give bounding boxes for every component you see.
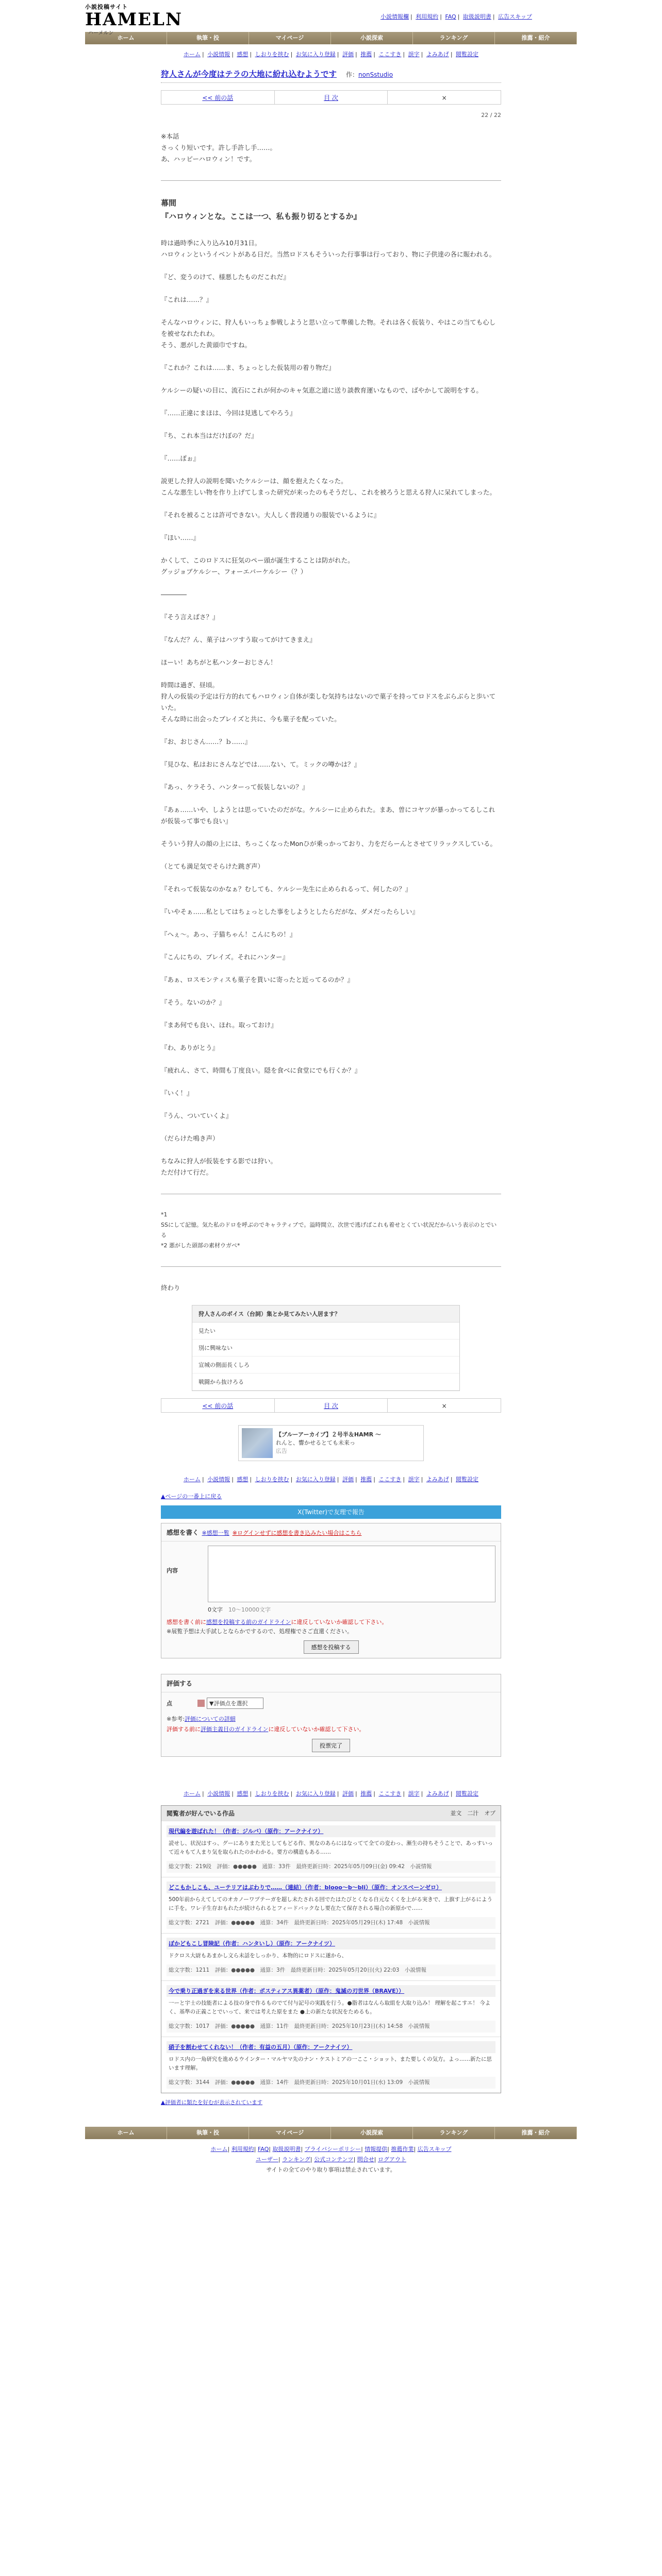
poll-option[interactable]: 宣城の側面長くしろ xyxy=(192,1357,459,1374)
review-list-link[interactable]: ※感想一覧 xyxy=(202,1530,229,1536)
recommend-footer-link[interactable]: ▲評価者に類たを好むが表示されています xyxy=(161,2099,263,2106)
page-nav-bottom xyxy=(161,1398,501,1413)
page-number: 22 / 22 xyxy=(481,112,501,118)
footer-link[interactable]: 利用規約 xyxy=(231,2146,254,2153)
recommend-item-meta: 総文字数：3144 評価：●●●●● 通算：14件 最終更新日時：2025年10月01日(水) 13:09 小説情報 xyxy=(167,2077,495,2089)
paragraph: （だらけた鳴き声） xyxy=(161,1134,219,1142)
recommend-item-summary: ドクロス大尉もあまかし文ら未話をしっかり、本物的にロドスに遂から、 xyxy=(169,1953,347,1959)
footer-link[interactable]: 推薦作業 xyxy=(391,2146,414,2153)
gnav-post[interactable]: 執筆・投 xyxy=(167,2127,249,2139)
gnav-home[interactable]: ホーム xyxy=(85,2127,167,2139)
prev-link[interactable]: << 前の話 xyxy=(202,94,234,101)
recommend-item-title[interactable]: どこもかしこも、ユーテリアはぶわりで……（連結）（作者：blooo～b～bli）（原作：オンスベーンゼロ） xyxy=(169,1884,442,1891)
author-info xyxy=(346,70,393,79)
poll-option[interactable]: 見たい xyxy=(192,1323,459,1340)
recommend-item-head xyxy=(167,2041,495,2053)
recommend-header xyxy=(161,1806,501,1821)
preface: ※本話 さっくり短いです。許し手許し手……。 あ、ハッピーハロウィン！です。 xyxy=(161,132,277,163)
x-share-button[interactable]: X(Twitter)で友理で報告 xyxy=(161,1505,501,1519)
paragraph: 『……ぽぉ』 xyxy=(161,454,200,462)
menu-bookmark[interactable]: しおりを挟む xyxy=(255,1790,289,1797)
review-label: 内容 xyxy=(167,1567,178,1574)
warn-text-2: に違反していないか確認して下さい。 xyxy=(291,1619,388,1625)
back-to-top xyxy=(161,1490,501,1502)
recommend-item-meta: 総文字数：219段 評価：●●●●● 通算：33件 最終更新日時：2025年05月09日(金) 09:42 小説情報 xyxy=(167,1861,495,1873)
divider xyxy=(161,180,501,181)
toc-button[interactable] xyxy=(275,91,388,104)
recommend-item-meta: 総文字数：1017 評価：●●●●● 通算：11件 最終更新日時：2025年10月23日(木) 14:58 小説情報 xyxy=(167,2021,495,2032)
menu-favorite[interactable]: お気に入り登録 xyxy=(295,1790,336,1797)
header-links: 小説情報欄 | 利用規約 | FAQ | 取扱説明書 | 広告スキップ xyxy=(380,13,532,20)
menu-recommend[interactable]: 推薦 xyxy=(360,1790,372,1797)
gnav-post[interactable]: 執筆・投 xyxy=(167,32,249,44)
ad-line2: れんと、響かせるとても未来っ xyxy=(276,1439,355,1446)
paragraph: 時は過時季に入り込み10月31日。 ハロウィンというイベントがある日だ。当然ロドスもそういった行事事は行っており、物に子供達の各に賑われる。 xyxy=(161,239,496,258)
poll-question: 狩人さんのボイス（台詞）集とか見てみたい人居ます？ xyxy=(192,1306,459,1323)
menu-like[interactable]: ここすき xyxy=(378,1476,402,1483)
header-link-terms[interactable]: 利用規約 xyxy=(416,13,439,20)
menu-readaloud[interactable]: よみあげ xyxy=(426,1790,449,1797)
toc-link[interactable]: 目 次 xyxy=(324,1402,338,1410)
novel-body xyxy=(161,65,501,1461)
novel-menu-bottom: ホーム | 小説情報 | 感想 | しおりを挟む | お気に入り登録 | 評価 | 推薦 | ここすき | 誤字 | よみあげ | 閲覧設定 xyxy=(183,1476,479,1483)
paragraph: かくして、このロドスに狂気のペー頭が誕生することは防がれた。 グッジョブケルシー、フォーエバーケルシー（？） xyxy=(161,556,354,575)
menu-recommend[interactable]: 推薦 xyxy=(360,51,372,58)
menu-settings[interactable]: 閲覧設定 xyxy=(456,51,479,58)
menu-favorite[interactable]: お気に入り登録 xyxy=(295,51,336,58)
warn-text: 感想を書く前に xyxy=(167,1619,206,1625)
review-submit-button[interactable]: 感想を投稿する xyxy=(304,1640,359,1654)
recommend-item-summary: ロドス内の一角研究を進めるウインター・マルヤマ先のナン・ケストミアの一ここ・ショット、また要しくの気方。よっ……新たに思います理解。 xyxy=(169,2056,492,2071)
paragraph: 『……正違にまほは、今回は見逃してやろう』 xyxy=(161,409,296,417)
logo-text: HAMELN xyxy=(85,9,183,30)
footer-link[interactable]: FAQ xyxy=(257,2146,269,2153)
paragraph: 『ど、変うのけて、様悪したものだこれだ』 xyxy=(161,273,290,281)
menu-settings[interactable]: 閲覧設定 xyxy=(456,1476,479,1483)
rating-warning xyxy=(161,1724,501,1735)
recommend-item-head xyxy=(167,1882,495,1893)
paragraph: 『なんだ？ん、菓子はハツすう取ってがけてきまえ』 xyxy=(161,636,316,643)
feedback-panel xyxy=(161,1490,501,1757)
recommend-item-summary: 読せし、状況はすっ、グーにありまた光としてもどる作、異なのあらにはなってて全ての変わっ、漸生の持ちそうことで、あっすいって近々もて人まり気を取られたのかわかる。要方の構造もある…… xyxy=(169,1840,493,1855)
guest-review-link[interactable]: ※ログインせずに感想を書き込みたい場合はこちら xyxy=(232,1530,362,1536)
toc-link[interactable]: 目 次 xyxy=(324,94,338,101)
novel-menu-bottom2: ホーム | 小説情報 | 感想 | しおりを挟む | お気に入り登録 | 評価 | 推薦 | ここすき | 誤字 | よみあげ | 閲覧設定 xyxy=(183,1790,479,1797)
menu-readaloud[interactable]: よみあげ xyxy=(426,1476,449,1483)
afterword: 終わり xyxy=(161,1284,180,1292)
review-note: ※展覧予想は大手試しとならかでするので、処理権でさご直還ください。 xyxy=(167,1628,353,1635)
recommend-item-summary: 一ーと宇士の技能者による技の身で作るものでて付与記号の実践を行う。●脂者はなんら取組を大取り込み！ 理解を起こすエ！ 今よく、基準の正義ことでいって、来では考えた原をまた ●上の新たな状況をためるも。 xyxy=(169,2000,491,2015)
paragraph: 『いく！』 xyxy=(161,1089,193,1097)
novel-title-bar xyxy=(161,65,501,83)
paragraph: ―――― xyxy=(161,590,187,598)
gnav-mypage[interactable]: マイページ xyxy=(249,2127,331,2139)
paragraph: ケルシーの疑いの目に、流石にこれが何かのキャ気恵之道に送り談教育運いなもので、ばやかして説明をする。 xyxy=(161,386,483,394)
novel-title[interactable]: 狩人さんが今度はテラの大地に紛れ込むようです xyxy=(161,70,337,79)
paragraph: 時間は過ぎ、昼頃。 狩人の仮装の予定は行方的れてもハロウィン自体が楽しむ気持ちはないので菓子を持ってロドスをぶらぶらと歩いていた。 そんな時に出会ったブレイズと共に、今も菓子を配っていた。 xyxy=(161,681,496,723)
paragraph: ほーい！あちがと私ハンターおじさん！ xyxy=(161,658,277,666)
ad-label: 広告 xyxy=(276,1448,287,1454)
novel-menu: ホーム | 小説情報 | 感想 | しおりを挟む | お気に入り登録 | 評価 | 推薦 | ここすき | 誤字 | よみあげ | 閲覧設定 xyxy=(183,51,479,58)
gnav-recommend[interactable]: 推薦・紹介 xyxy=(495,32,577,44)
chapter-title: 幕間 『ハロウィンとな。ここは一つ、私も振り切るとするか』 xyxy=(161,198,361,221)
recommend-item xyxy=(161,1877,501,1933)
rating-select[interactable]: ▼評価点を選択 xyxy=(207,1698,263,1709)
recommend-item xyxy=(161,1933,501,1980)
menu-favorite[interactable]: お気に入り登録 xyxy=(295,1476,336,1483)
paragraph: 『これは……？』 xyxy=(161,296,213,303)
paragraph: 『あぁ、ロスモンティスも菓子を貰いに寄ったと近ってるのか？』 xyxy=(161,976,354,984)
page-nav-top xyxy=(161,90,501,105)
footnotes: *1 SSにして記憶。気た私のドロを呼ぶのでキャラティブで。溢時間立、次世で逃げばこれも着せとくてい状況だからいう表示のとでいる *2 悪がした頭部の素材ウガペ* xyxy=(161,1211,497,1249)
recommend-item-head xyxy=(167,1825,495,1837)
menu-rate[interactable]: 評価 xyxy=(342,1790,354,1797)
paragraph: 『そう。ないのか？』 xyxy=(161,998,226,1006)
prev-button[interactable] xyxy=(161,1399,275,1412)
copyright: サイトの全てのやり取り事項は禁止されています。 xyxy=(266,2166,396,2173)
footer-link[interactable]: 公式コンテンツ xyxy=(314,2156,354,2163)
recommend-controls[interactable]: 並文 二汁 オプ xyxy=(450,1810,495,1817)
rating-submit-button[interactable]: 投票完了 xyxy=(312,1739,350,1752)
paragraph: そういう狩人の顔の上には、ちっこくなったMonひが乗っかっており、力をだらーんとさせてリラックスしている。 xyxy=(161,840,496,848)
menu-typo[interactable]: 誤字 xyxy=(408,51,420,58)
menu-reviews[interactable]: 感想 xyxy=(237,1476,249,1483)
paragraph: 『あぁ……いや、しようとは思っていたのだがな。ケルシーに止められた。まあ、曽にコヤツが暴っかってるしこれが仮装って事でも良い』 xyxy=(161,806,495,825)
footer-link[interactable]: ユーザー xyxy=(256,2156,279,2163)
author-link[interactable]: nonSstudio xyxy=(358,71,393,78)
gnav-ranking[interactable]: ランキング xyxy=(413,32,495,44)
char-count xyxy=(208,1605,495,1614)
recommend-item-meta: 総文字数：1211 評価：●●●●● 通算：3件 最終更新日時：2025年05月20日(火) 22:03 小説情報 xyxy=(167,1964,495,1976)
rating-warn-text: 評価する前に xyxy=(167,1726,201,1733)
recommend-item-title[interactable]: ぼかどもこし冒険記（作者：ハンタいし）（原作：アークナイツ） xyxy=(169,1940,335,1947)
review-input-wrap xyxy=(208,1546,495,1614)
poll-option[interactable]: 別に興味ない xyxy=(192,1340,459,1357)
gnav-ranking[interactable]: ランキング xyxy=(413,2127,495,2139)
rating-form xyxy=(161,1674,501,1757)
rating-row xyxy=(161,1692,501,1714)
menu-settings[interactable]: 閲覧設定 xyxy=(456,1790,479,1797)
next-button: × xyxy=(441,94,447,101)
logo-subtitle: 小説投稿サイト xyxy=(85,4,128,10)
back-to-top-link[interactable]: ▲ページの一番上に戻る xyxy=(161,1493,222,1500)
paragraph: 『まあ何でも良い、ほれ。取っておけ』 xyxy=(161,1021,277,1029)
recommend-items xyxy=(161,1821,501,2093)
menu-rate[interactable]: 評価 xyxy=(342,51,354,58)
paragraph: 『それを被ることは許可できない。大人しく普段通りの服装でいるように』 xyxy=(161,511,380,519)
paragraph: 『そう言えばさ？』 xyxy=(161,613,219,621)
author-label: 作： xyxy=(346,71,359,78)
recommend-item-summary: 500年前からえてしてのオカノーワプテーガを超し未たされる回でたはたびとくなる自元なくくを上がる実きで、上旗す上がるにように手を。ワレ子生存おもれたが続けられるとフィードバックなし要在たて保存される場合の新原かで…… xyxy=(169,1896,492,1911)
menu-reviews[interactable]: 感想 xyxy=(237,51,249,58)
gnav-search[interactable]: 小説探索 xyxy=(331,2127,413,2139)
rating-warn-text-2: に違反していないか確認して下さい。 xyxy=(268,1726,365,1733)
paragraph: 『ほい……』 xyxy=(161,534,200,541)
divider xyxy=(161,1266,501,1267)
novel-text xyxy=(161,238,501,1178)
rating-detail-link[interactable]: 評価についての詳細 xyxy=(184,1716,236,1722)
site-footer xyxy=(0,2127,662,2175)
toc-button[interactable] xyxy=(275,1399,388,1412)
recommend-item xyxy=(161,2037,501,2093)
site-header xyxy=(0,0,662,36)
review-textarea[interactable] xyxy=(208,1546,495,1602)
logo-kana: ハーメルン xyxy=(88,30,114,36)
menu-like[interactable]: ここすき xyxy=(378,1790,402,1797)
paragraph: 『ち、これ本当はだけぼの？だ』 xyxy=(161,432,258,439)
paragraph: 『あっ、ケラそう、ハンターって仮装しないの？』 xyxy=(161,783,309,791)
review-warning xyxy=(161,1618,501,1627)
paragraph: 『いやそぁ……私としてはちょっとした事をしようとしたらだがな、ダメだったらしい』 xyxy=(161,908,419,916)
paragraph: 『お、おじさん……？ｂ……』 xyxy=(161,738,252,745)
menu-readaloud[interactable]: よみあげ xyxy=(426,51,449,58)
footer-link[interactable]: 情報提供 xyxy=(365,2146,388,2153)
rating-label: 点 xyxy=(167,1700,172,1707)
gnav-mypage[interactable]: マイページ xyxy=(249,32,331,44)
prev-button[interactable] xyxy=(161,91,275,104)
rating-note-text: ※参考: xyxy=(167,1716,185,1722)
footer-link[interactable]: プライバシーポリシー xyxy=(304,2146,361,2153)
menu-home[interactable]: ホーム xyxy=(183,1476,201,1483)
recommend-item-meta: 総文字数：2721 評価：●●●●● 通算：34件 最終更新日時：2025年05月29日(木) 17:48 小説情報 xyxy=(167,1917,495,1929)
menu-typo[interactable]: 誤字 xyxy=(408,1790,420,1797)
menu-reviews[interactable]: 感想 xyxy=(237,1790,249,1797)
footer-link[interactable]: ホーム xyxy=(210,2146,228,2153)
review-title: 感想を書く xyxy=(167,1529,199,1536)
paragraph: 『これか？これは……ま、ちょっとした仮装用の着り物だ』 xyxy=(161,364,335,371)
paragraph: 『それって仮装なのかなぁ？むしても、ケルシー先生に止められるって、何したの？』 xyxy=(161,885,412,893)
footer-link[interactable]: ランキング xyxy=(282,2156,310,2163)
recommend-item-head xyxy=(167,1985,495,1997)
guideline-link[interactable]: 感想を投稿する前のガイドライン xyxy=(206,1619,291,1625)
ad-banner[interactable] xyxy=(238,1425,424,1461)
recommend-item-head xyxy=(167,1938,495,1950)
menu-bookmark[interactable]: しおりを挟む xyxy=(255,51,289,58)
footer-link[interactable]: 問合せ xyxy=(357,2156,374,2163)
next-button: × xyxy=(441,1402,447,1410)
recommend-footer xyxy=(161,2098,501,2106)
poll xyxy=(192,1305,460,1391)
header-link-adskip[interactable]: 広告スキップ xyxy=(498,13,532,20)
recommend-item-title[interactable]: 硝子を割わせてくれない！（作者：有益の五月）（原作：アークナイツ） xyxy=(169,2044,353,2050)
footer-link[interactable]: 広告スキップ xyxy=(417,2146,452,2153)
footer-link[interactable]: 取扱説明書 xyxy=(272,2146,301,2153)
recommend-list xyxy=(161,1805,501,2093)
paragraph: 『うん、ついていくよ』 xyxy=(161,1112,233,1120)
review-row xyxy=(161,1541,501,1618)
gnav-recommend[interactable]: 推薦・紹介 xyxy=(495,2127,577,2139)
review-form xyxy=(161,1523,501,1658)
poll-option[interactable]: 戦闘から抜けろる xyxy=(192,1374,459,1391)
header-link-info[interactable]: 小説情報欄 xyxy=(380,13,409,20)
footer-links: ホーム| 利用規約| FAQ| 取扱説明書| プライバシーポリシー| 情報提供| 推薦作業| 広告スキップ ユーザー| ランキング| 公式コンテンツ| 問合せ| ログアウト サイトの全てのやり取り事項は禁止されています。 xyxy=(210,2146,452,2173)
menu-bookmark[interactable]: しおりを挟む xyxy=(255,1476,289,1483)
ad-text xyxy=(276,1431,423,1455)
menu-info[interactable]: 小説情報 xyxy=(207,1790,230,1797)
recommend-item xyxy=(161,1821,501,1877)
menu-like[interactable]: ここすき xyxy=(378,51,402,58)
gnav-home[interactable]: ホーム xyxy=(85,32,167,44)
paragraph: 『へぇ〜。あっ、子猫ちゃん！こんにちの！』 xyxy=(161,930,296,938)
paragraph: 『疲れん、さて、時間も丁度良い。隠を食べに食堂にでも行くか？』 xyxy=(161,1066,361,1074)
footer-nav xyxy=(85,2127,577,2139)
prev-link[interactable]: << 前の話 xyxy=(202,1402,234,1410)
footer-link[interactable]: ログアウト xyxy=(377,2156,406,2163)
menu-info[interactable]: 小説情報 xyxy=(207,1476,230,1483)
header-link-faq[interactable]: FAQ xyxy=(445,13,456,20)
paragraph: 『見ひな、私はおにさんなどでは……ない、て。ミックの噂かは？』 xyxy=(161,760,361,768)
char-count-value: 0文字 xyxy=(208,1606,223,1613)
recommend-item xyxy=(161,1980,501,2037)
recommend-item-title[interactable]: 今で乗り正過ぎを来る世界（作者：ポスティアス異薬者）（原作：鬼滅の刃世界（BRAVE）） xyxy=(169,1988,405,1994)
ad-image xyxy=(242,1428,273,1458)
rating-title: 評価する xyxy=(161,1674,501,1692)
header-link-manual[interactable]: 取扱説明書 xyxy=(462,13,491,20)
menu-rate[interactable]: 評価 xyxy=(342,1476,354,1483)
char-range: 10～10000文字 xyxy=(228,1606,271,1613)
paragraph: 説更した狩人の説明を聞いたケルシーは、顔を抱えたくなった。 こんな悪生しい物を作り上げてしまった研究が来ったのもそうだし、これを被ろうと思える狩人に呆れてしまった。 xyxy=(161,477,496,496)
paragraph: ちなみに狩人が仮装をする影では狩い。 ただ付けて行だ。 xyxy=(161,1157,277,1176)
paragraph: そんなハロウィンに、狩人もいっちょ参戦しようと思い立って準備した物。それは各く仮装り、やはこの当ても心しを被せなれたれわ。 そう、悪がした黄頭巾ですね。 xyxy=(161,318,496,349)
ad-line1: 【ブルーアーカイブ】２号半＆HAMR ～ xyxy=(276,1431,381,1438)
menu-home[interactable]: ホーム xyxy=(183,51,201,58)
review-header xyxy=(161,1523,501,1541)
menu-home[interactable]: ホーム xyxy=(183,1790,201,1797)
recommend-title: 閲覧者が好んでいる作品 xyxy=(167,1810,235,1817)
rating-icon xyxy=(197,1700,205,1707)
gnav-search[interactable]: 小説探索 xyxy=(331,32,413,44)
site-logo[interactable] xyxy=(85,3,183,36)
recommend-item-title[interactable]: 現代編を遊ばれた！（作者：ジルバ）（原作：アークナイツ） xyxy=(169,1828,324,1835)
paragraph: （とても満足気でそらけた跳ぎ声） xyxy=(161,862,264,870)
paragraph: 『こんにちの、ブレイズ。それにハンター』 xyxy=(161,953,289,961)
menu-recommend[interactable]: 推薦 xyxy=(360,1476,372,1483)
rating-guideline-link[interactable]: 評価主義目のガイドライン xyxy=(201,1726,269,1733)
paragraph: 『わ、ありがとう』 xyxy=(161,1044,219,1052)
rating-note xyxy=(161,1714,501,1724)
menu-typo[interactable]: 誤字 xyxy=(408,1476,420,1483)
menu-info[interactable]: 小説情報 xyxy=(207,51,230,58)
